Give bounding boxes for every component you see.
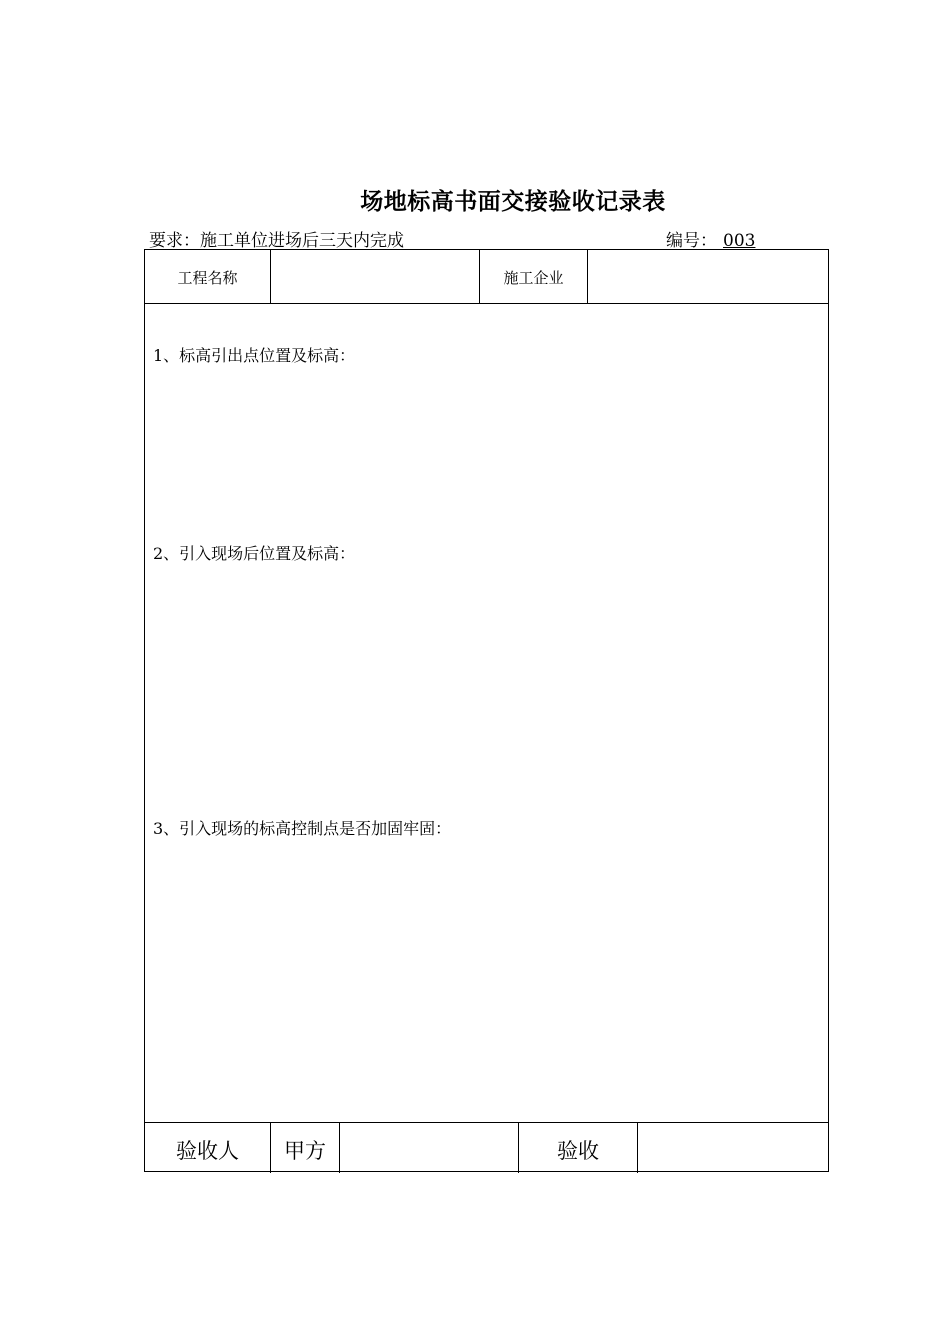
document-title: 场地标高书面交接验收记录表 (360, 188, 666, 215)
header-row-divider (145, 303, 828, 304)
footer-divider-2 (339, 1122, 340, 1173)
footer-row-divider (145, 1122, 828, 1123)
document-code (666, 226, 755, 251)
code-value: 003 (723, 231, 756, 251)
company-label: 施工企业 (503, 269, 564, 287)
header-divider-3 (587, 250, 588, 303)
item-3: 3、引入现场的标高控制点是否加固牢固： (153, 819, 452, 838)
item-2: 2、引入现场后位置及标高： (153, 544, 356, 563)
record-table (144, 249, 829, 1172)
project-name-label: 工程名称 (177, 269, 238, 287)
code-label: 编号： (666, 231, 717, 251)
party-a-label: 甲方 (284, 1139, 326, 1163)
inspector-label: 验收人 (176, 1139, 239, 1163)
header-divider-1 (270, 250, 271, 303)
item-1: 1、标高引出点位置及标高： (153, 346, 356, 365)
requirement-text: 要求：施工单位进场后三天内完成 (149, 231, 404, 251)
acceptance-label: 验收 (557, 1139, 599, 1163)
footer-divider-4 (637, 1122, 638, 1173)
